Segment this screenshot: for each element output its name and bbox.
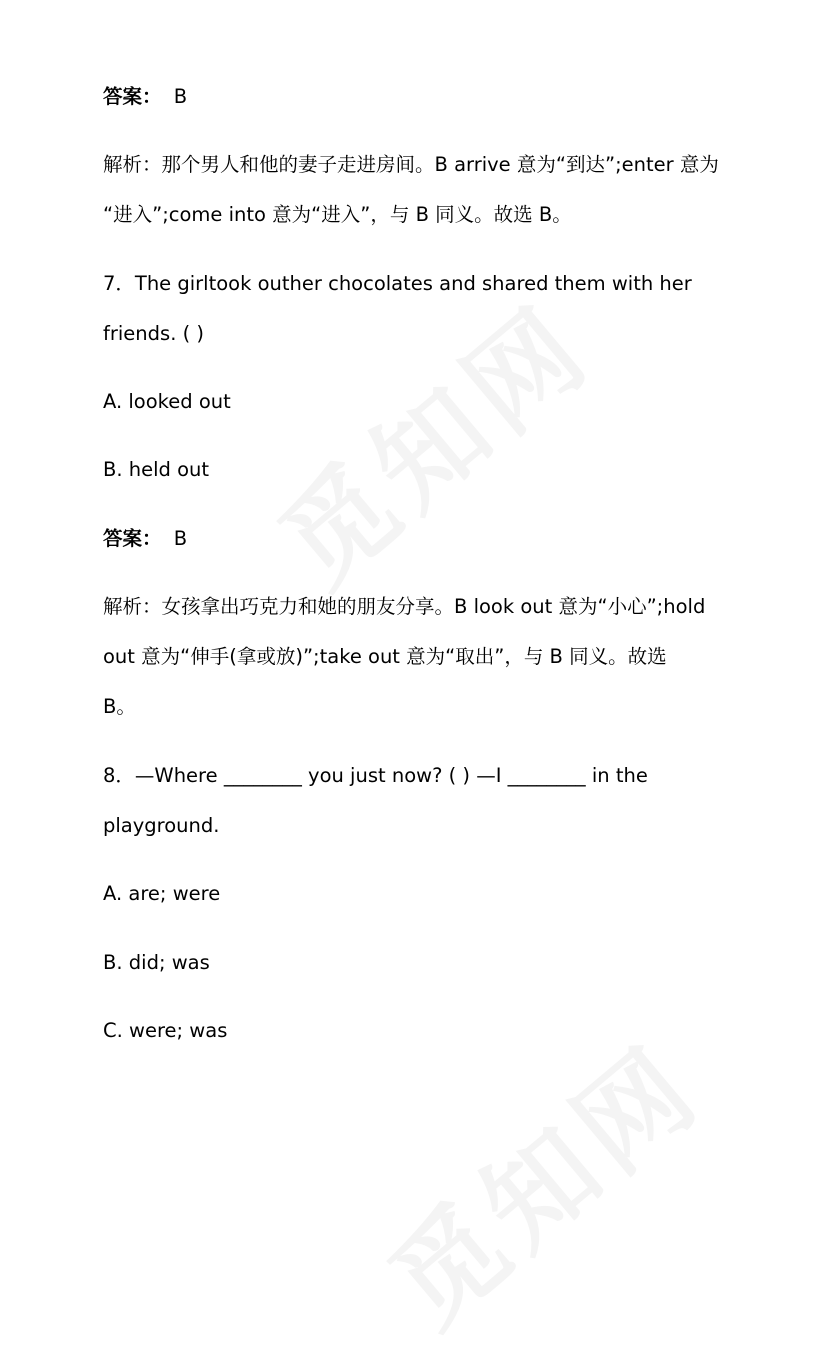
- option-b: B. held out: [103, 458, 210, 481]
- explanation-line: 解析：女孩拿出巧克力和她的朋友分享。B look out 意为“小心”;hold: [103, 595, 706, 618]
- option-a: A. looked out: [103, 390, 231, 413]
- answer-value: B: [173, 85, 188, 108]
- watermark: [351, 1003, 728, 1355]
- question-text: 7．The girltook outher chocolates and shared them with her: [103, 272, 692, 295]
- explanation-line: 解析：那个男人和他的妻子走进房间。B arrive 意为“到达”;enter 意为: [103, 153, 719, 176]
- question-text: playground.: [103, 814, 220, 837]
- option-a: A. are; were: [103, 882, 221, 905]
- question-text: 8．—Where ________ you just now? ( ) —I ________ in the: [103, 764, 648, 787]
- explanation-line: “进入”;come into 意为“进入”，与 B 同义。故选 B。: [103, 203, 572, 226]
- answer-label: 答案：: [103, 527, 162, 550]
- answer-line: [103, 525, 187, 553]
- answer-line: [103, 83, 187, 111]
- answer-value: B: [173, 527, 188, 550]
- explanation-line: B。: [103, 695, 136, 718]
- explanation-line: out 意为“伸手(拿或放)”;take out 意为“取出”，与 B 同义。故选: [103, 645, 667, 668]
- answer-label: 答案：: [103, 85, 162, 108]
- option-b: B. did; was: [103, 951, 210, 974]
- question-text: friends. ( ): [103, 322, 205, 345]
- option-c: C. were; was: [103, 1019, 228, 1042]
- watermark: [241, 263, 618, 615]
